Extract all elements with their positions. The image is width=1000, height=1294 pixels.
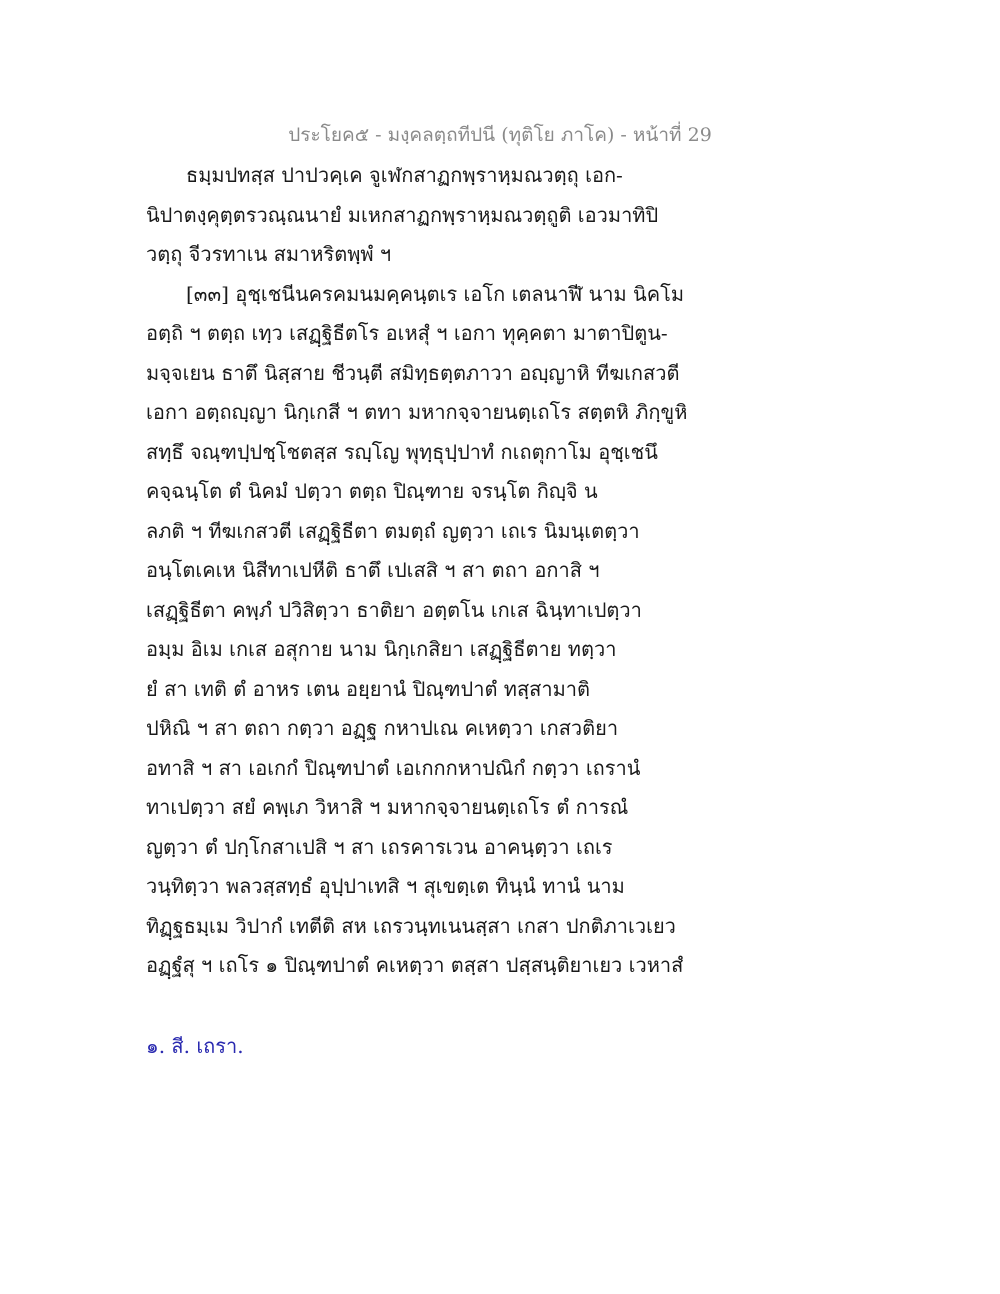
text-line: วนฺทิตฺวา พลวสฺสทฺธํ อุปฺปาเทสิ ฯ สุเขตฺเต ทินฺนํ ทานํ นาม <box>146 874 625 898</box>
text-line: นิปาตงฺคุตฺตรวณฺณนายํ มเหกสาฏกพฺราหฺมณวตฺถูติ เอวมาทิปิ <box>146 202 659 227</box>
text-line: ยํ สา เทติ ตํ อาหร เตน อยฺยานํ ปิณฺฑปาตํ ทสฺสามาติ <box>146 676 591 701</box>
text-line: ญตฺวา ตํ ปกฺโกสาเปสิ ฯ สา เถรคารเวน อาคนฺตฺวา เถเร <box>146 834 613 859</box>
text-line: ลภติ ฯ ทีฆเกสวตี เสฏฺฐิธีตา ตมตฺถํ ญตฺวา เถเร นิมนฺเตตฺวา <box>146 518 640 543</box>
page-header: ประโยค๕ - มงฺคลตฺถทีปนี (ทุติโย ภาโค) - หน้าที่ 29 <box>288 124 712 146</box>
text-line: มจฺจเยน ธาตึ นิสฺสาย ชีวนฺตี สมิทฺธตฺตภาวา อญฺญาหิ ทีฆเกสวตี <box>146 360 680 385</box>
text-line: อนฺโตเคเห นิสีทาเปหีติ ธาตึ เปเสสิ ฯ สา ตถา อกาสิ ฯ <box>146 558 600 582</box>
text-line: ธมฺมปทสฺส ปาปวคฺเค จูเฬกสาฏกพฺราหฺมณวตฺถุ เอก- <box>186 163 623 187</box>
footnote: ๑. สี. เถรา. <box>146 1034 244 1058</box>
text-line: ทาเปตฺวา สยํ คพฺเภ วิหาสิ ฯ มหากจฺจายนตฺเถโร ตํ การณํ <box>146 795 629 819</box>
text-line: คจฺฉนฺโต ตํ นิคมํ ปตฺวา ตตฺถ ปิณฺฑาย จรนฺโต กิญฺจิ น <box>146 479 598 503</box>
text-line: ทิฏฺฐธมฺเม วิปากํ เทตีติ สห เถรวนฺทเนนสฺสา เกสา ปกติภาเวเยว <box>146 913 676 938</box>
text-line: เอกา อตฺถญฺญา นิกฺเกสี ฯ ตทา มหากจฺจายนตฺเถโร สตฺตหิ ภิกฺขูหิ <box>146 400 688 424</box>
body-text <box>146 156 706 986</box>
text-line: วตฺถุ จีวรทาเน สมาหริตพฺพํ ฯ <box>146 242 392 266</box>
text-line: [๓๓] อุชฺเชนีนครคมนมคฺคนฺตเร เอโก เตลนาฬี นาม นิคโม <box>186 281 685 306</box>
text-line: สทฺธึ จณฺฑปฺปชฺโชตสฺส รญฺโญ พุทฺธุปฺปาทํ กเถตุกาโม อุชฺเชนึ <box>146 439 658 464</box>
text-line: ปหิณิ ฯ สา ตถา กตฺวา อฏฺฐ กหาปเณ คเหตฺวา เกสวติยา <box>146 716 619 740</box>
text-line: อตฺถิ ฯ ตตฺถ เทฺว เสฏฺฐิธีตโร อเหสุํ ฯ เอกา ทุคฺคตา มาตาปิตูน- <box>146 321 668 345</box>
text-line: อมฺม อิเม เกเส อสุกาย นาม นิกฺเกสิยา เสฏฺฐิธีตาย ทตฺวา <box>146 637 617 661</box>
text-line: อฏฺฐํสุ ฯ เถโร ๑ ปิณฺฑปาตํ คเหตฺวา ตสฺสา ปสฺสนฺติยาเยว เวหาสํ <box>146 953 684 977</box>
text-line: เสฏฺฐิธีตา คพฺภํ ปวิสิตฺวา ธาติยา อตฺตโน เกเส ฉินฺทาเปตฺวา <box>146 597 642 622</box>
text-line: อทาสิ ฯ สา เอเกกํ ปิณฺฑปาตํ เอเกกกหาปณิกํ กตฺวา เถรานํ <box>146 755 641 780</box>
